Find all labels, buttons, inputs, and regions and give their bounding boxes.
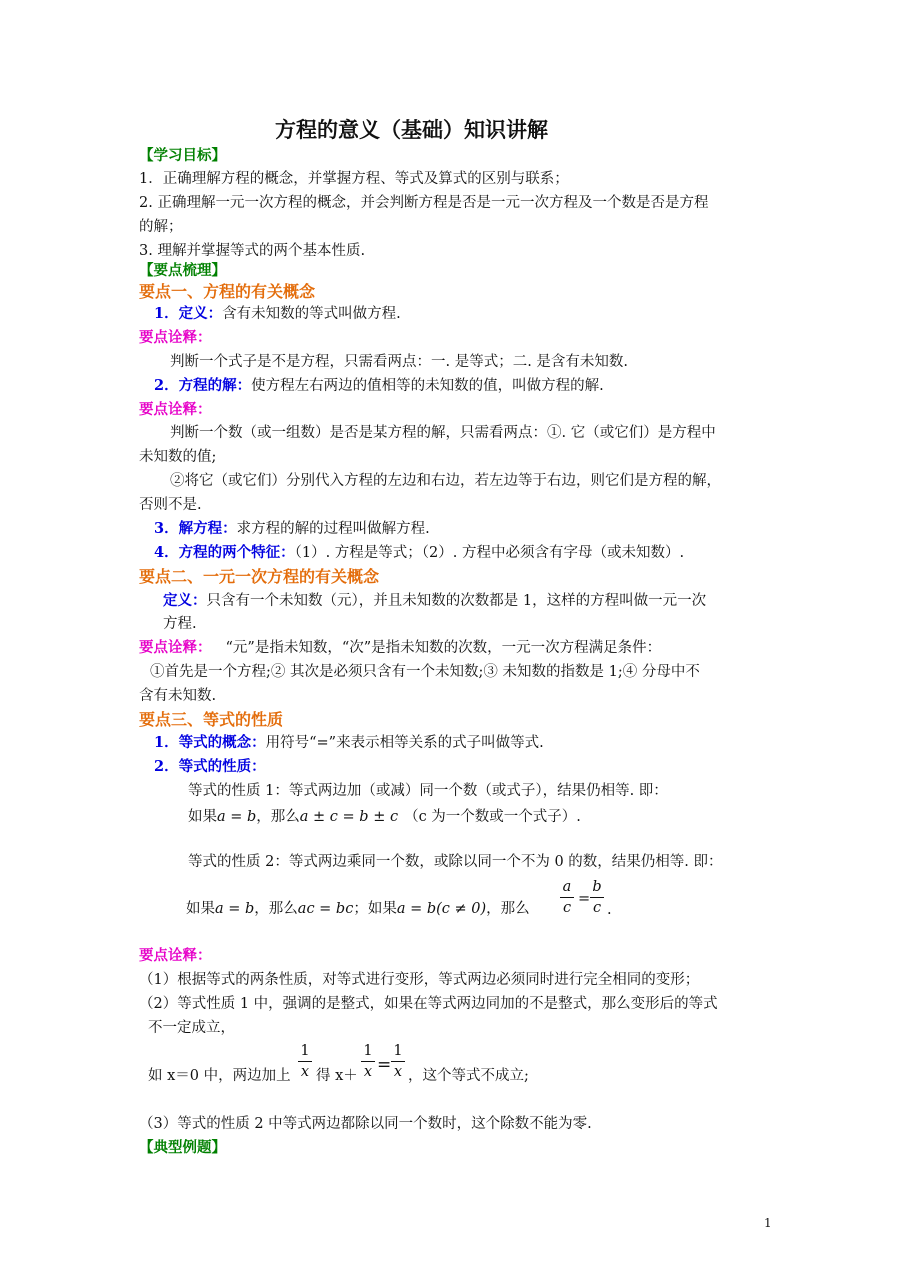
sec2-def-text: 只含有一个未知数（元），并且未知数的次数都是 1，这样的方程叫做一元一次 [206,593,707,609]
section1-heading: 要点一、方程的有关概念 [139,282,316,301]
fraction-one-over-x [298,1042,312,1081]
note-example-mid: 得 x＋ [316,1068,358,1084]
sec2-def-label: 定义： [163,592,207,609]
sec1-feat-text: （1）. 方程是等式；（2）. 方程中必须含有字母（或未知数）. [294,545,685,561]
page-title: 方程的意义（基础）知识讲解 [275,117,548,142]
then-text: ，那么 [486,901,530,917]
fraction-one-over-x [361,1042,375,1081]
fraction-bar [298,1061,312,1062]
objectives-header: 【学习目标】 [139,147,226,164]
sec2-cond-line: ①首先是一个方程;② 其次是必须只含有一个未知数;③ 未知数的指数是 1;④ 分母中不 [150,664,700,680]
sec2-cond-line: 含有未知数. [139,688,217,704]
sec3-prop1-formula [188,808,581,826]
note-example-pre: 如 x＝0 中，两边加上 [148,1068,291,1084]
period: . [607,902,612,918]
sec1-note2-line: 未知数的值; [139,449,217,465]
fraction-numerator: a [562,879,572,895]
page-number: 1 [764,1216,772,1230]
formula-ac-eq-bc: ac = bc [297,901,354,917]
formula-a-pm-c: a ± c = b ± c [299,809,399,825]
sec1-note2-line: ②将它（或它们）分别代入方程的左边和右边，若左边等于右边，则它们是方程的解， [170,473,721,489]
points-header: 【要点梳理】 [139,262,226,279]
sec2-note-text: “元”是指未知数，“次”是指未知数的次数，一元一次方程满足条件： [225,640,662,656]
sec1-definition [154,305,401,323]
then-text: ，那么 [254,901,298,917]
sec1-feat-label: 4．方程的两个特征： [154,544,295,561]
fraction-bar [391,1061,405,1062]
equals-sign: = [578,891,591,907]
fraction-numerator: 1 [393,1043,403,1059]
fraction-numerator: 1 [363,1043,373,1059]
note-example-post: ，这个等式不成立; [408,1068,529,1084]
fraction-numerator: 1 [300,1043,310,1059]
sec1-solve-text: 求方程的解的过程叫做解方程. [236,521,430,537]
if-text: 如果 [186,901,215,917]
sec1-sol-label: 2．方程的解： [154,377,252,394]
prop1-note: （c 为一个数或一个式子）. [404,809,581,825]
sec3-prop2-formula [186,900,530,918]
formula-a-eq-b-c-nonzero: a = b(c ≠ 0) [396,901,487,917]
objective-item: 3. 理解并掌握等式的两个基本性质. [139,243,366,259]
if-text: 如果 [188,809,217,825]
sec2-def-line2: 方程. [163,616,197,632]
sec3-concept-text: 用符号“=”来表示相等关系的式子叫做等式. [265,735,544,751]
examples-header: 【典型例题】 [139,1139,226,1156]
sec3-prop-label: 2．等式的性质： [154,758,266,775]
sec1-sol-text: 使方程左右两边的值相等的未知数的值，叫做方程的解. [251,378,604,394]
section3-heading: 要点三、等式的性质 [139,710,284,729]
sec1-note2-label: 要点诠释： [139,401,212,418]
sec3-prop2-text: 等式的性质 2：等式两边乘同一个数，或除以同一个不为 0 的数，结果仍相等. 即： [188,854,723,870]
sec1-solve [154,520,430,538]
sec1-solve-label: 3．解方程： [154,520,237,537]
sec1-note2-line: 判断一个数（或一组数）是否是某方程的解，只需看两点：①. 它（或它们）是方程中 [170,425,716,441]
fraction-numerator: b [592,879,602,895]
sec1-features [154,544,684,562]
note-item: （3）等式的性质 2 中等式两边都除以同一个数时，这个除数不能为零. [139,1116,592,1132]
objective-item: 2. 正确理解一元一次方程的概念，并会判断方程是否是一元一次方程及一个数是否是方程 [139,195,709,211]
sec3-prop1-text: 等式的性质 1：等式两边加（或减）同一个数（或式子），结果仍相等. 即： [188,783,668,799]
note-item: （2）等式性质 1 中，强调的是整式，如果在等式两边同加的不是整式，那么变形后的等式 [139,996,718,1012]
sec1-solution [154,377,604,395]
fraction-denominator: x [300,1064,310,1080]
fraction-a-over-c [560,878,574,917]
fraction-bar [590,897,604,898]
sec3-concept-label: 1．等式的概念： [154,734,266,751]
fraction-denominator: c [562,900,572,916]
sec1-def-text: 含有未知数的等式叫做方程. [222,306,401,322]
sec1-def-label: 1．定义： [154,305,223,322]
section2-heading: 要点二、一元一次方程的有关概念 [139,567,380,586]
notes-label: 要点诠释： [139,947,212,964]
objective-item: 的解； [139,219,183,235]
sec1-note2-line: 否则不是. [139,497,202,513]
fraction-one-over-x [391,1042,405,1081]
sec3-concept [154,734,544,752]
sec2-note [139,639,661,657]
objective-item: 1．正确理解方程的概念，并掌握方程、等式及算式的区别与联系； [139,171,569,187]
formula-a-eq-b: a = b [217,809,257,825]
fraction-bar [361,1061,375,1062]
separator-text: ；如果 [353,901,397,917]
sec1-note1-label: 要点诠释： [139,329,212,346]
equals-sign: = [377,1055,392,1075]
fraction-bar [560,897,574,898]
fraction-b-over-c [590,878,604,917]
note-item: （1）根据等式的两条性质，对等式进行变形，等式两边必须同时进行完全相同的变形； [139,972,700,988]
fraction-denominator: c [592,900,602,916]
fraction-denominator: x [393,1064,403,1080]
formula-a-eq-b: a = b [215,901,255,917]
then-text: ，那么 [256,809,300,825]
fraction-denominator: x [363,1064,373,1080]
sec1-note1-text: 判断一个式子是不是方程，只需看两点：一. 是等式；二. 是含有未知数. [170,354,629,370]
note-item: 不一定成立， [148,1020,235,1036]
sec2-note-label: 要点诠释： [139,639,212,656]
sec2-definition [163,592,706,610]
